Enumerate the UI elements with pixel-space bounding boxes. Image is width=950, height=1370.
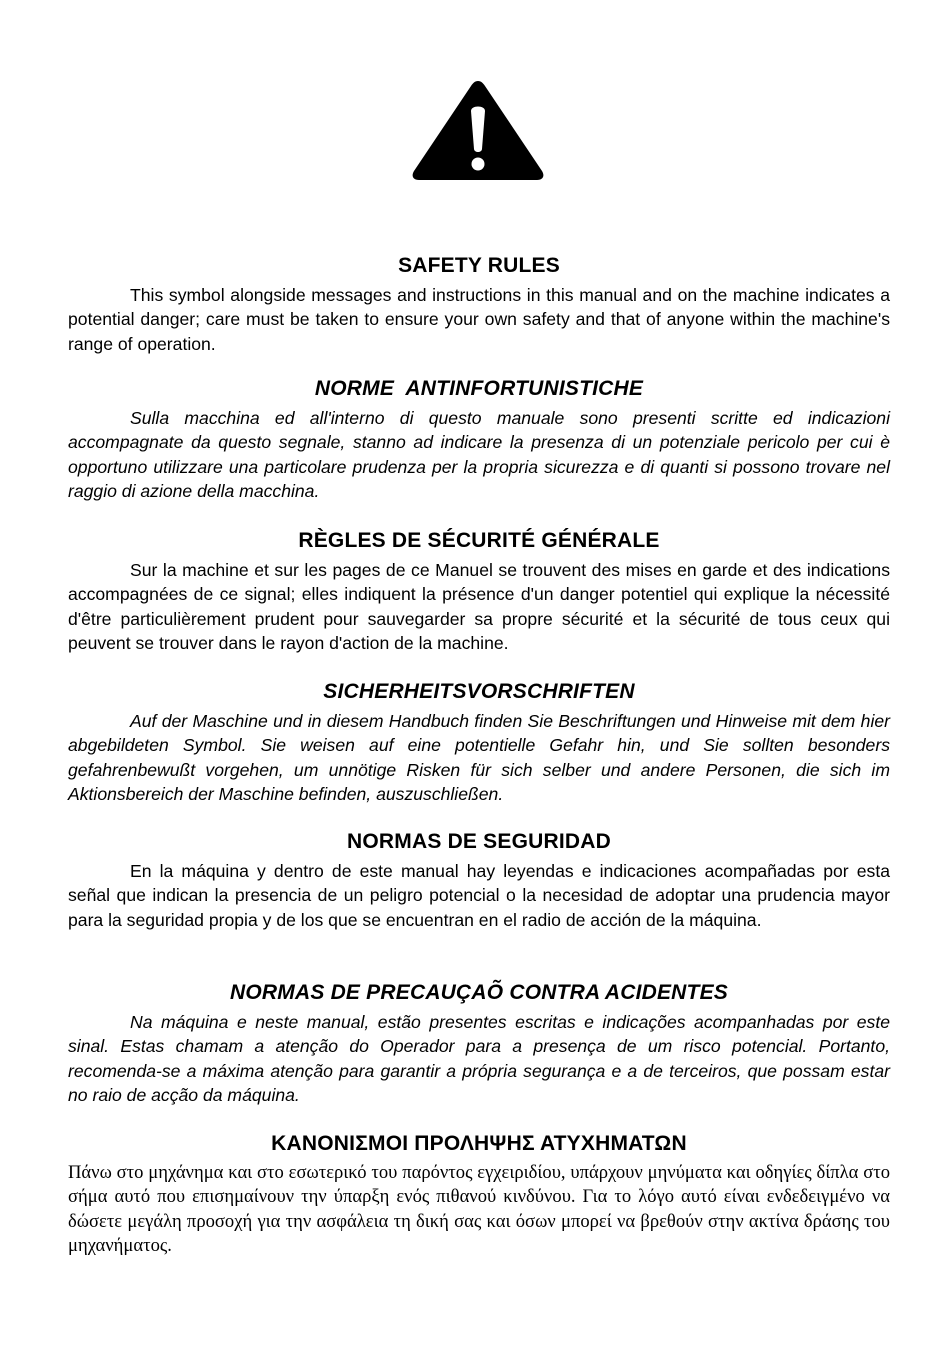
section-greek (68, 1131, 890, 1258)
section-portuguese (68, 980, 890, 1107)
heading-italian: NORME ANTINFORTUNISTICHE (314, 377, 644, 400)
exclamation-triangle-icon (409, 75, 547, 183)
body-french: Sur la machine et sur les pages de ce Manuel se trouvent des mises en garde et des indications accompagnées de ce signal; elles indiquent la présence d'un danger potentiel qui explique la nécessité d'être particulièrement prudent pour sauvegarder sa propre sécurité et la sécurité de tous ceux qui peuvent se trouver dans le rayon d'action de la machine. (68, 560, 890, 653)
heading-german: SICHERHEITSVORSCHRIFTEN (323, 680, 635, 703)
heading-spanish: NORMAS DE SEGURIDAD (347, 830, 611, 853)
section-spanish (68, 829, 890, 932)
body-greek: Πάνω στο μηχάνημα και στο εσωτερικό του παρόντος εγχειριδίου, υπάρχουν μηνύματα και οδηγίες δίπλα στο σήμα αυτό που επισημαίνουν την ύπαρξη ενός πιθανού κινδύνου. Για το λόγο αυτό είναι ενδεδειγμένο να δώσετε μεγάλη προσοχή για την ασφάλεια τη δική σας και όσων μπορεί να βρεθούν στην ακτίνα δράσης του μηχανήματος. (68, 1162, 890, 1256)
heading-french: RÈGLES DE SÉCURITÉ GÉNÉRALE (298, 529, 660, 552)
heading-portuguese: NORMAS DE PRECAUÇAÕ CONTRA ACIDENTES (230, 981, 728, 1004)
body-italian: Sulla macchina ed all'interno di questo manuale sono presenti scritte ed indicazioni accompagnate da questo segnale, stanno ad indicare la presenza di un potenziale pericolo per cui è opportuno utilizzare una particolare prudenza per la propria sicurezza e di quanti si possono trovare nel raggio di azione della macchina. (68, 408, 890, 501)
heading-greek: ΚΑΝΟΝΙΣΜΟΙ ΠΡΟΛΗΨΗΣ ΑΤΥΧΗΜΑΤΩΝ (271, 1132, 687, 1155)
body-portuguese: Na máquina e neste manual, estão presentes escritas e indicações acompanhadas por este sinal. Estas chamam a atenção do Operador para a presença de um risco potencial. Portanto, recomenda-se a máxima atenção para garantir a própria segurança e a de terceiros, que possam estar no raio de acção da máquina. (68, 1012, 890, 1105)
body-german: Auf der Maschine und in diesem Handbuch finden Sie Beschriftungen und Hinweise mit dem hier abgebildeten Symbol. Sie weisen auf eine potentielle Gefahr hin, und Sie sollten besonders gefahrenbewußt vorgehen, um unnötige Risken für sich selber und andere Personen, die sich im Aktionsbereich der Maschine befinden, auszuschließen. (68, 711, 890, 804)
heading-english: SAFETY RULES (398, 254, 560, 277)
body-english: This symbol alongside messages and instructions in this manual and on the machine indicates a potential danger; care must be taken to ensure your own safety and that of anyone within the machine's range of operation. (68, 285, 890, 354)
section-french (68, 528, 890, 655)
section-german (68, 679, 890, 806)
section-english (68, 253, 890, 356)
section-italian (68, 376, 890, 503)
body-spanish: En la máquina y dentro de este manual hay leyendas e indicaciones acompañadas por esta señal que indican la presencia de un peligro potencial o la necesidad de adoptar una prudencia mayor para la seguridad propia y de los que se encuentran en el radio de acción de la máquina. (68, 861, 890, 930)
